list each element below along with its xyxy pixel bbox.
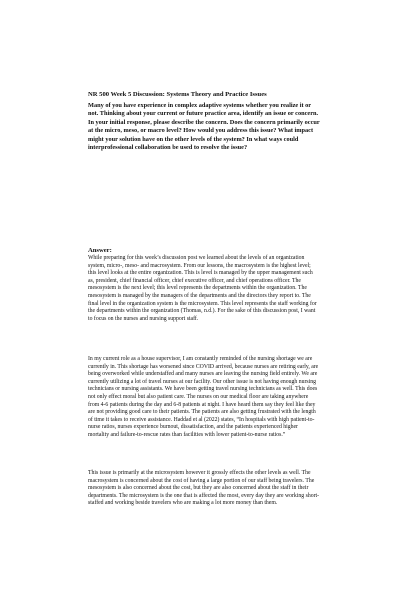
answer-paragraph-3: This issue is primarily at the microsystem however it grossly effects the other levels as well. The macrosystem is concerned about the cost of having a large portion of our staff being travelers. The mesosystem is also concerned about the cost, but they are also concerned about the staff in their departments. The microsystem is the one that is affected the most, every day they are working short-staffed and working beside travelers who are making a lot more money than them.: [88, 470, 319, 507]
document-title: NR 500 Week 5 Discussion: Systems Theory and Practice Issues: [88, 91, 267, 98]
answer-paragraph-1: While preparing for this week’s discussion post we learned about the levels of an organization system, micro-, meso- and macrosystem. From our lessons, the macrosystem is the highest level; this level looks at the entire organization. This is level is managed by the upper management such as, president, chief financial officer, chief executive officer, and chief operations officer. The mesosystem is the next level; this level represents the departments within the organization. The mesosystem is managed by the managers of the departments and the directors they report to. The final level in the organization system is the microsystem. This level represents the staff working for the departments within the organization (Thomas, n.d.). For the sake of this discussion post, I want to focus on the nurses and nursing support staff.: [88, 255, 317, 322]
answer-paragraph-2: In my current role as a house supervisor, I am constantly reminded of the nursing shortage we are currently in. This shortage has worsened since COVID arrived, because nurses are retiring early, are being overworked while understaffed and many nurses are leaving the nursing field entirely. We are currently utilizing a lot of travel nurses at our facility. Our other issue is not having enough nursing technicians or nursing assistants. We have been getting travel nursing technicians as well. This does not only effect moral but also patient care. The nurses on our medical floor are taking anywhere from 4-6 patients during the day and 6-8 patients at night. I have heard them say they feel like they are not providing good care to their patients. The patients are also getting frustrated with the length of time it takes to receive assistance. Haddad et al (2022) states, “In hospitals with high patient-to-nurse ratios, nurses experience burnout, dissatisfaction, and the patients experienced higher mortality and failure-to-rescue rates than facilities with lower patient-to-nurse ratios.”: [88, 356, 319, 438]
answer-label: Answer:: [88, 247, 112, 254]
discussion-prompt: Many of you have experience in complex adaptive systems whether you realize it or not. Thinking about your current or future practice area, identify an issue or concern. In your initial response, please describe the concern. Does the concern primarily occur at the micro, meso, or macro level? How would you address this issue? What impact might your solution have on the other levels of the system? In what ways could interprofessional collaboration be used to resolve the issue?: [88, 102, 320, 152]
